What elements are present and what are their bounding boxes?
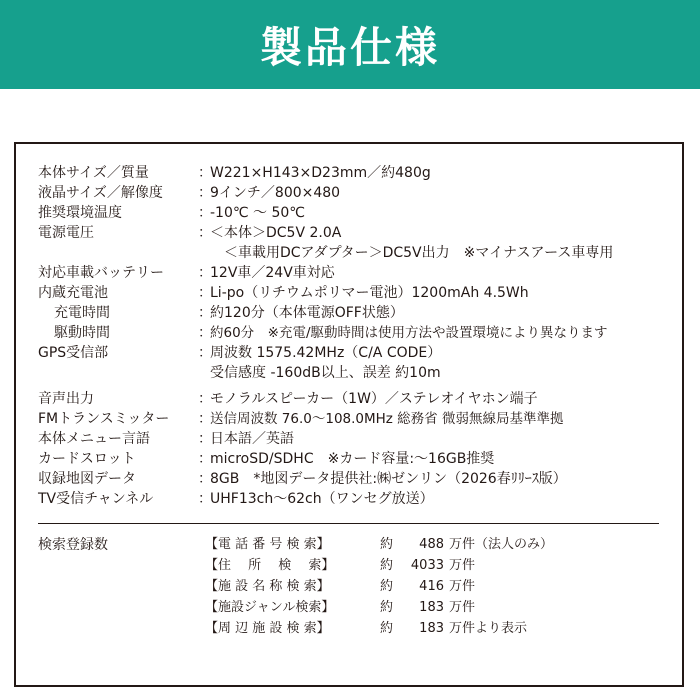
- spec-label: 対応車載バッテリー: [38, 265, 164, 281]
- search-unit: 万件: [449, 558, 476, 573]
- spec-colon: ：: [198, 451, 212, 467]
- search-count: 416: [419, 579, 444, 594]
- section-divider: [38, 523, 659, 524]
- search-approx: 約: [380, 579, 394, 594]
- spec-row: [38, 409, 683, 429]
- spec-value: 約60分 ※充電/駆動時間は使用方法や設置環境により異なります: [210, 325, 608, 341]
- spec-row: [38, 323, 683, 343]
- spec-value: Li-po（リチウムポリマー電池）1200mAh 4.5Wh: [210, 285, 529, 301]
- spec-label: FMトランスミッター: [38, 411, 170, 427]
- search-approx: 約: [380, 558, 394, 573]
- spec-colon: ：: [198, 491, 212, 507]
- spec-row: [38, 283, 683, 303]
- spec-colon: ：: [198, 431, 212, 447]
- spec-label: 充電時間: [54, 305, 110, 321]
- spec-label: 本体サイズ／質量: [38, 165, 149, 181]
- page-title: 製品仕様: [259, 22, 440, 72]
- search-approx: 約: [380, 621, 394, 636]
- spec-colon: ：: [198, 265, 212, 281]
- spec-value: ＜車載用DCアダプター＞DC5V出力 ※マイナスアース車専用: [224, 245, 614, 261]
- spec-colon: ：: [198, 225, 212, 241]
- spec-colon: ：: [198, 391, 212, 407]
- search-count: 183: [419, 621, 444, 636]
- spec-colon: ：: [198, 411, 212, 427]
- spec-colon: ：: [198, 185, 212, 201]
- spec-value: UHF13ch～62ch（ワンセグ放送）: [210, 491, 434, 507]
- spec-colon: ：: [198, 205, 212, 221]
- spec-value: 8GB *地図データ提供社:㈱ゼンリン（2026春ﾘﾘｰｽ版）: [210, 471, 567, 487]
- search-category: 【施設ジャンル検索】: [205, 600, 335, 615]
- spec-value: 周波数 1575.42MHz（C/A CODE）: [210, 345, 442, 361]
- spec-value: -10℃ ～ 50℃: [210, 205, 306, 221]
- search-category: 【施 設 名 称 検 索】: [205, 579, 330, 594]
- spec-row-continuation: [38, 363, 683, 383]
- search-approx: 約: [380, 600, 394, 615]
- spec-value: 送信周波数 76.0～108.0MHz 総務省 微弱無線局基準準拠: [210, 411, 564, 427]
- search-category: 【電 話 番 号 検 索】: [205, 537, 330, 552]
- spec-value: 約120分（本体電源OFF状態）: [210, 305, 404, 321]
- spec-value: W221×H143×D23mm／約480g: [210, 165, 431, 181]
- spec-row: [38, 489, 683, 509]
- search-unit: 万件: [449, 600, 476, 615]
- search-unit: 万件（法人のみ）: [449, 537, 554, 552]
- spec-value: microSD/SDHC ※カード容量:～16GB推奨: [210, 451, 495, 467]
- spec-label: 音声出力: [38, 391, 94, 407]
- spec-colon: ：: [198, 285, 212, 301]
- spec-colon: ：: [198, 471, 212, 487]
- spec-row: [38, 203, 683, 223]
- spec-value: 受信感度 -160dB以上、誤差 約10m: [210, 365, 441, 381]
- spec-colon: ：: [198, 165, 212, 181]
- spec-row: [38, 263, 683, 283]
- header-banner: [0, 0, 700, 89]
- spec-label: 駆動時間: [54, 325, 110, 341]
- spec-label: 本体メニュー言語: [38, 431, 150, 447]
- spec-row: [38, 469, 683, 489]
- spec-value: モノラルスピーカー（1W）／ステレオイヤホン端子: [210, 391, 538, 407]
- spec-label: GPS受信部: [38, 345, 109, 361]
- search-count: 4033: [410, 558, 444, 573]
- search-category: 【住 所 検 索】: [205, 558, 335, 573]
- spec-colon: ：: [198, 305, 212, 321]
- spec-label: カードスロット: [38, 451, 136, 467]
- search-count: 488: [419, 537, 444, 552]
- spec-value: 9インチ／800×480: [210, 185, 341, 201]
- spec-row: [38, 183, 683, 203]
- spec-table-frame: [14, 142, 684, 687]
- search-approx: 約: [380, 537, 394, 552]
- spec-label: 収録地図データ: [38, 471, 136, 487]
- spec-value: 日本語／英語: [210, 431, 294, 447]
- spec-label: TV受信チャンネル: [38, 491, 154, 507]
- spec-row: [38, 429, 683, 449]
- spec-row: [38, 223, 683, 243]
- search-count: 183: [419, 600, 444, 615]
- spec-colon: ：: [198, 345, 212, 361]
- search-unit: 万件: [449, 579, 476, 594]
- search-section-title: 検索登録数: [38, 537, 108, 553]
- spec-row: [38, 163, 683, 183]
- spec-value: ＜本体＞DC5V 2.0A: [210, 225, 342, 241]
- spec-label: 内蔵充電池: [38, 285, 108, 301]
- search-unit: 万件より表示: [449, 621, 528, 636]
- spec-label: 液晶サイズ／解像度: [38, 185, 163, 201]
- spec-row: [38, 303, 683, 323]
- spec-row: [38, 389, 683, 409]
- search-category: 【周 辺 施 設 検 索】: [205, 621, 330, 636]
- spec-row: [38, 449, 683, 469]
- spec-label: 推奨環境温度: [38, 205, 122, 221]
- spec-colon: ：: [198, 325, 212, 341]
- spec-row-continuation: [38, 243, 683, 263]
- spec-list: [38, 163, 683, 509]
- spec-row: [38, 343, 683, 363]
- spec-value: 12V車／24V車対応: [210, 265, 335, 281]
- spec-label: 電源電圧: [38, 225, 94, 241]
